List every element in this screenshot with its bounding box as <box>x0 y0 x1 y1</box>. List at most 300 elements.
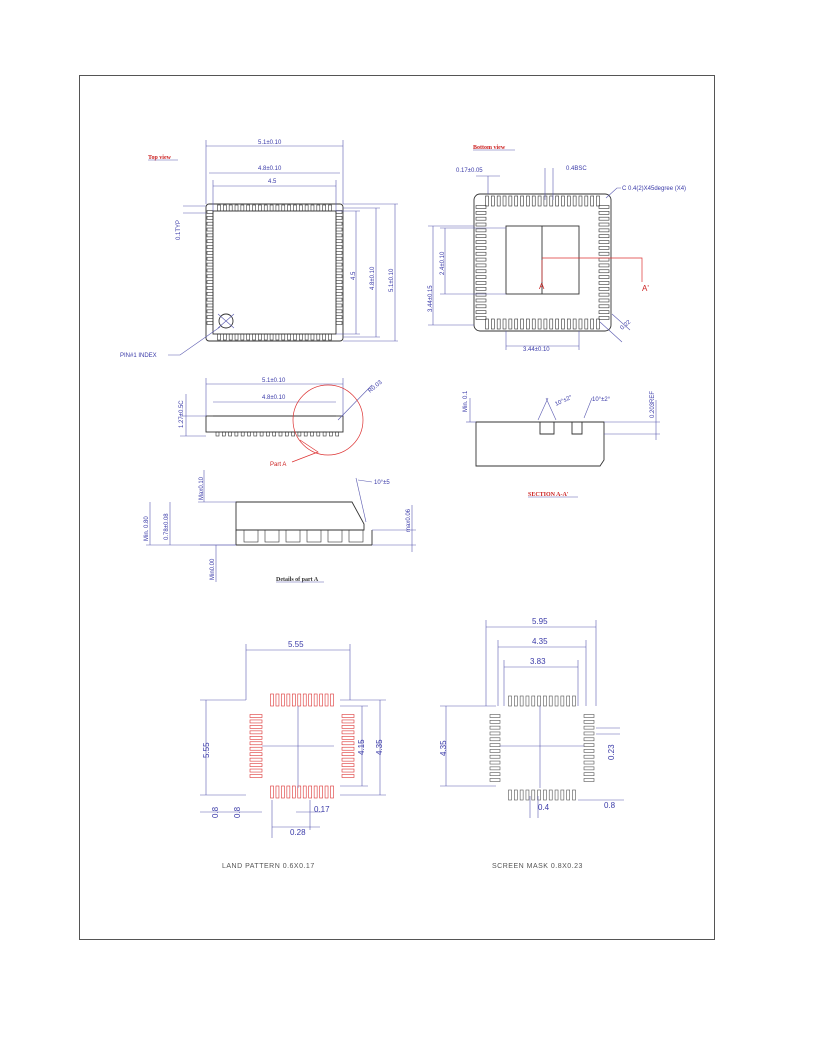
land-dim-right-inner: 4.15 <box>357 739 366 755</box>
mask-pad <box>561 696 564 706</box>
pin <box>336 310 342 313</box>
mask-pad <box>490 732 500 735</box>
pin <box>241 334 244 340</box>
land-dim-top: 5.55 <box>288 640 304 649</box>
pin <box>336 263 342 266</box>
mask-pad <box>561 790 564 800</box>
bottom-dim-width: 3.44±0.10 <box>523 347 550 353</box>
pin <box>329 205 332 211</box>
pad <box>476 246 486 249</box>
pad <box>476 270 486 273</box>
pad <box>573 196 576 206</box>
land-pad <box>342 769 354 772</box>
section-a-label: A <box>539 282 545 291</box>
pad <box>550 196 553 206</box>
land-pad <box>271 786 274 798</box>
top-dim-width-outer: 5.1±0.10 <box>258 140 282 146</box>
pad <box>599 293 609 296</box>
mask-pad <box>584 726 594 729</box>
pin <box>260 432 263 436</box>
pin <box>207 316 213 319</box>
pad <box>599 305 609 308</box>
pad <box>476 241 486 244</box>
pin <box>288 334 291 340</box>
pad <box>567 196 570 206</box>
pad <box>476 317 486 320</box>
land-pad <box>309 694 312 706</box>
screen-mask-caption: SCREEN MASK 0.8X0.23 <box>492 863 583 870</box>
pad <box>561 196 564 206</box>
pin <box>270 205 273 211</box>
land-pad <box>276 694 279 706</box>
land-pattern <box>200 640 386 870</box>
pad <box>599 252 609 255</box>
pin <box>307 530 321 542</box>
pad <box>585 319 588 329</box>
pad <box>544 196 547 206</box>
pin <box>285 432 288 436</box>
pin <box>323 205 326 211</box>
section-view <box>463 390 660 498</box>
pin <box>253 334 256 340</box>
pad <box>503 319 506 329</box>
pad <box>538 319 541 329</box>
mask-pad <box>490 738 500 741</box>
land-pad <box>303 694 306 706</box>
pad <box>491 196 494 206</box>
land-pad <box>342 764 354 767</box>
pad <box>585 196 588 206</box>
pin <box>207 240 213 243</box>
pin <box>235 205 238 211</box>
mask-pad <box>490 715 500 718</box>
bottom-dim-pad-width: 0.17±0.05 <box>456 168 483 174</box>
pad <box>491 319 494 329</box>
pin <box>207 211 213 214</box>
pad <box>521 319 524 329</box>
mask-pad <box>490 767 500 770</box>
mask-pad <box>567 790 570 800</box>
pin <box>336 257 342 260</box>
mask-dim-top-mid: 4.35 <box>532 637 548 646</box>
pad <box>476 311 486 314</box>
mask-pad <box>514 696 517 706</box>
pad <box>599 264 609 267</box>
land-pad <box>342 715 354 718</box>
land-pad <box>250 747 262 750</box>
top-dim-width-mid: 4.8±0.10 <box>258 166 282 172</box>
land-pad <box>342 742 354 745</box>
pad <box>599 299 609 302</box>
land-pad <box>314 786 317 798</box>
pin <box>286 530 300 542</box>
bottom-chamfer-note: C 0.4(2)X45degree (X4) <box>622 186 687 192</box>
pin <box>235 432 238 436</box>
pad <box>544 319 547 329</box>
pin <box>317 205 320 211</box>
pad <box>599 241 609 244</box>
mask-pad <box>584 715 594 718</box>
mask-pad <box>526 696 529 706</box>
bottom-view <box>428 145 686 353</box>
pin <box>279 432 282 436</box>
land-pad <box>250 753 262 756</box>
land-dim-right-outer: 4.35 <box>375 739 384 755</box>
pad <box>476 217 486 220</box>
pad <box>476 235 486 238</box>
pin <box>288 205 291 211</box>
mask-pad <box>555 790 558 800</box>
pin <box>311 334 314 340</box>
land-pad <box>250 769 262 772</box>
land-dim-bottom-low: 0.28 <box>290 828 306 837</box>
land-dim-left: 5.55 <box>202 742 211 758</box>
pin <box>336 298 342 301</box>
land-pad <box>342 720 354 723</box>
mask-pad <box>584 779 594 782</box>
land-pad <box>314 694 317 706</box>
mask-pad <box>526 790 529 800</box>
land-pad <box>281 786 284 798</box>
pin <box>264 205 267 211</box>
pad <box>476 299 486 302</box>
pad <box>599 217 609 220</box>
pad <box>521 196 524 206</box>
mask-dim-bottom-mid: 0.4 <box>538 803 550 812</box>
pin <box>207 281 213 284</box>
pad <box>599 281 609 284</box>
land-pad <box>250 731 262 734</box>
pad <box>599 223 609 226</box>
part-a-label: Part A <box>270 462 287 468</box>
mask-dim-top-inner: 3.83 <box>530 657 546 666</box>
pin <box>207 246 213 249</box>
pad <box>476 223 486 226</box>
mask-pad <box>584 755 594 758</box>
mask-pad <box>490 773 500 776</box>
pad <box>599 246 609 249</box>
land-pad <box>298 694 301 706</box>
mask-pad <box>584 720 594 723</box>
pin <box>207 257 213 260</box>
top-view-title: Top view <box>148 155 171 161</box>
side-dim-height: 1.27±0.5C <box>179 400 185 428</box>
pin <box>207 251 213 254</box>
pin <box>216 432 219 436</box>
pad <box>579 196 582 206</box>
pad <box>599 206 609 209</box>
pin <box>253 205 256 211</box>
pad <box>599 258 609 261</box>
mask-pad <box>573 790 576 800</box>
pin <box>207 222 213 225</box>
pad <box>476 206 486 209</box>
pin <box>336 216 342 219</box>
pin <box>207 304 213 307</box>
pin <box>298 432 301 436</box>
mask-pads <box>490 696 594 800</box>
pad <box>476 305 486 308</box>
detail-dim-min-height: Min. 0.80 <box>144 516 150 541</box>
pin <box>207 286 213 289</box>
pad <box>599 211 609 214</box>
land-pad <box>271 694 274 706</box>
pin <box>336 286 342 289</box>
pad <box>599 270 609 273</box>
pad <box>476 229 486 232</box>
pad <box>599 229 609 232</box>
mask-pad <box>584 761 594 764</box>
side-dim-width-mid: 4.8±0.10 <box>262 395 286 401</box>
pin <box>207 216 213 219</box>
land-pad <box>250 715 262 718</box>
pad <box>497 319 500 329</box>
screen-mask <box>439 617 624 870</box>
mask-pad <box>490 720 500 723</box>
pin <box>207 228 213 231</box>
pin <box>336 322 342 325</box>
land-pad <box>250 764 262 767</box>
section-title: SECTION A-A' <box>528 492 569 498</box>
pin <box>265 530 279 542</box>
pin <box>223 334 226 340</box>
pin <box>207 263 213 266</box>
pin <box>241 432 244 436</box>
mask-pad <box>514 790 517 800</box>
mask-dim-bottom-right: 0.8 <box>604 801 616 810</box>
mask-pad <box>584 767 594 770</box>
pin <box>317 432 320 436</box>
pin <box>207 292 213 295</box>
pad <box>476 258 486 261</box>
land-pad <box>325 786 328 798</box>
section-dim-min: Min. 0.1 <box>463 390 469 412</box>
land-pad <box>320 786 323 798</box>
pin <box>336 275 342 278</box>
land-pattern-caption: LAND PATTERN 0.6X0.17 <box>222 863 315 870</box>
detail-title: Details of part A <box>276 577 319 583</box>
pin <box>329 432 332 436</box>
mask-pad <box>567 696 570 706</box>
pin <box>336 316 342 319</box>
mask-pad <box>538 696 541 706</box>
pin <box>207 298 213 301</box>
land-pad <box>250 775 262 778</box>
pad <box>591 319 594 329</box>
pad <box>591 196 594 206</box>
mask-pad <box>520 790 523 800</box>
pin <box>282 205 285 211</box>
side-view <box>179 378 384 468</box>
pin <box>218 205 221 211</box>
mask-pad <box>509 696 512 706</box>
pin <box>336 251 342 254</box>
bottom-dim-pitch: 0.4BSC <box>566 166 587 172</box>
pin <box>254 432 257 436</box>
land-pad <box>342 731 354 734</box>
pin <box>336 246 342 249</box>
pad <box>599 287 609 290</box>
pin <box>293 205 296 211</box>
pin <box>258 205 261 211</box>
side-view-pins <box>216 432 339 436</box>
land-pad <box>331 694 334 706</box>
bottom-dim-corner: 0.22 <box>619 319 633 332</box>
pin <box>336 234 342 237</box>
land-pad <box>342 753 354 756</box>
pad <box>599 235 609 238</box>
top-dim-height-mid: 4.8±0.10 <box>370 266 376 290</box>
pin <box>349 530 363 542</box>
pin <box>299 334 302 340</box>
pad <box>573 319 576 329</box>
land-dim-bottom-mid: 0.17 <box>314 805 330 814</box>
pin <box>276 334 279 340</box>
pin <box>311 432 314 436</box>
pin <box>311 205 314 211</box>
pad <box>579 319 582 329</box>
bottom-dim-height-pad: 2.4±0.10 <box>440 251 446 275</box>
side-dim-width-outer: 5.1±0.10 <box>262 378 286 384</box>
pad <box>476 276 486 279</box>
top-dim-height-inner: 4.5 <box>351 271 357 280</box>
bottom-dim-height-side: 3.44±0.15 <box>428 285 434 312</box>
mask-pad <box>549 790 552 800</box>
pin <box>323 432 326 436</box>
detail-view <box>144 470 416 583</box>
pad <box>497 196 500 206</box>
pin <box>247 205 250 211</box>
mask-pad <box>532 790 535 800</box>
pin <box>207 234 213 237</box>
land-pad <box>250 720 262 723</box>
pad <box>476 293 486 296</box>
side-dim-radius: R0.03 <box>367 379 384 395</box>
land-dim-bottom-left2: 0.8 <box>233 806 242 818</box>
pin <box>317 334 320 340</box>
land-pad <box>287 694 290 706</box>
detail-dim-min-bottom: Min0.00 <box>210 558 216 580</box>
pin <box>323 334 326 340</box>
pin <box>264 334 267 340</box>
pad <box>532 196 535 206</box>
land-pad <box>250 758 262 761</box>
pad <box>476 211 486 214</box>
pad <box>597 196 600 206</box>
mask-pad <box>490 779 500 782</box>
mask-pad <box>490 749 500 752</box>
section-a-prime-label: A' <box>642 284 649 293</box>
land-pad <box>281 694 284 706</box>
land-pad <box>287 786 290 798</box>
bottom-view-title: Bottom view <box>473 145 506 151</box>
section-dim-angle-left: 10°±2° <box>554 394 574 408</box>
detail-dim-height: 0.78±0.08 <box>164 513 170 540</box>
pad <box>509 196 512 206</box>
section-dim-height-right: 0.203REF <box>650 390 656 418</box>
pin <box>336 432 339 436</box>
mask-pad <box>543 790 546 800</box>
top-view <box>120 140 398 359</box>
land-pad <box>250 736 262 739</box>
pin <box>207 269 213 272</box>
mask-dim-top-outer: 5.95 <box>532 617 548 626</box>
pin <box>207 310 213 313</box>
pad <box>526 319 529 329</box>
pin <box>292 432 295 436</box>
pin <box>244 530 258 542</box>
land-dim-bottom-left1: 0.8 <box>211 806 220 818</box>
section-dim-angle-right: 10°±2° <box>592 397 611 403</box>
pad <box>567 319 570 329</box>
mask-pad <box>509 790 512 800</box>
mask-pad <box>573 696 576 706</box>
pad <box>476 287 486 290</box>
pin <box>266 432 269 436</box>
land-pad <box>320 694 323 706</box>
pad <box>550 319 553 329</box>
pad <box>476 264 486 267</box>
pad <box>515 196 518 206</box>
pin-index-label: PIN#1 INDEX <box>120 353 157 359</box>
pad <box>486 196 489 206</box>
pin <box>258 334 261 340</box>
pad <box>532 319 535 329</box>
pad <box>538 196 541 206</box>
land-pad <box>250 725 262 728</box>
part-a-callout-circle <box>293 385 363 455</box>
mask-pad <box>555 696 558 706</box>
pin <box>273 432 276 436</box>
land-pad <box>342 725 354 728</box>
pad <box>486 319 489 329</box>
mask-pad <box>549 696 552 706</box>
mask-pad <box>584 732 594 735</box>
pin <box>305 205 308 211</box>
pad <box>515 319 518 329</box>
pin <box>207 322 213 325</box>
pin <box>282 334 285 340</box>
top-dim-width-inner: 4.5 <box>268 179 277 185</box>
land-pad <box>250 742 262 745</box>
pin <box>218 334 221 340</box>
pin <box>229 432 232 436</box>
pad <box>599 276 609 279</box>
pin <box>229 205 232 211</box>
pin <box>207 275 213 278</box>
mask-pad <box>490 744 500 747</box>
pin <box>222 432 225 436</box>
mask-pad <box>490 761 500 764</box>
pin <box>270 334 273 340</box>
pin <box>328 530 342 542</box>
pin <box>247 334 250 340</box>
pad <box>597 319 600 329</box>
pin <box>336 222 342 225</box>
pad <box>556 196 559 206</box>
mask-pad <box>584 744 594 747</box>
mask-pad <box>584 749 594 752</box>
land-pad <box>292 786 295 798</box>
top-dim-side-small: 0.1TYP <box>176 219 182 240</box>
land-pad <box>292 694 295 706</box>
mask-dim-right: 0.23 <box>607 744 616 760</box>
pin <box>329 334 332 340</box>
pin <box>336 240 342 243</box>
pad <box>503 196 506 206</box>
pad <box>509 319 512 329</box>
pad <box>526 196 529 206</box>
